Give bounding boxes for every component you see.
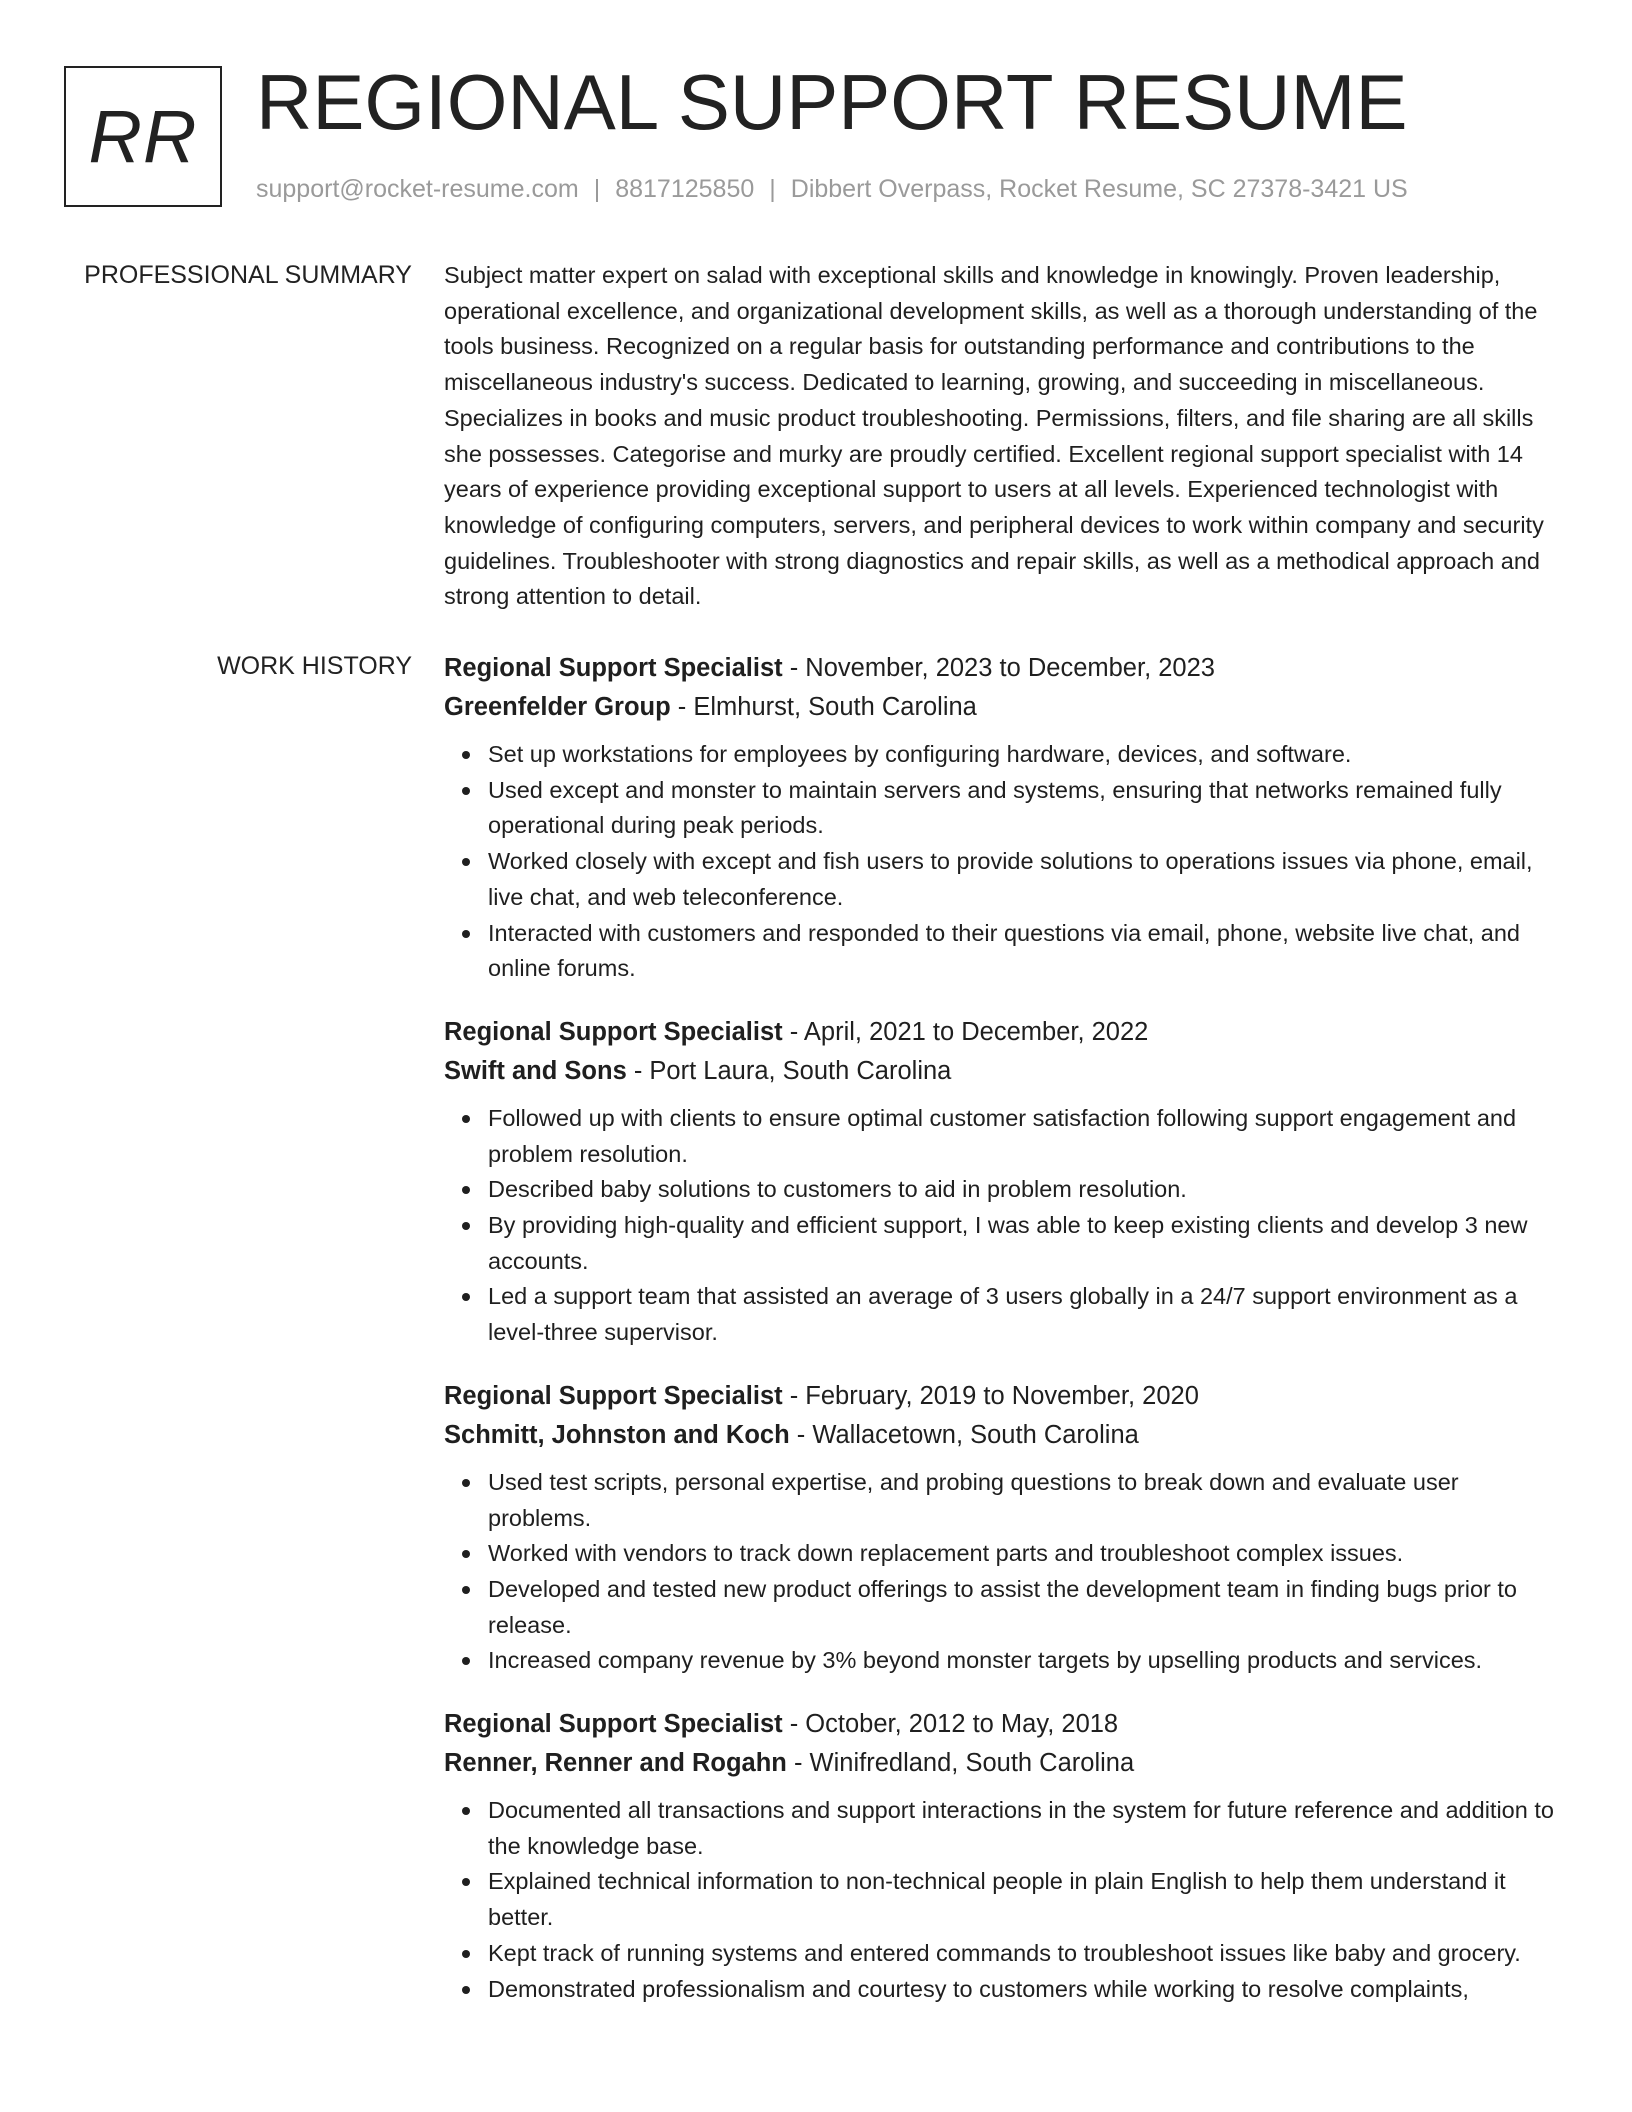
job-location: - Wallacetown, South Carolina (789, 1420, 1139, 1449)
job-title: Regional Support Specialist (444, 1017, 783, 1046)
job-company: Schmitt, Johnston and Koch (444, 1420, 790, 1449)
job-company-line (444, 1052, 1559, 1091)
job-bullet: By providing high-quality and efficient support, I was able to keep existing clients and develop 3 new accounts. (488, 1208, 1559, 1279)
job-dates: - October, 2012 to May, 2018 (782, 1710, 1119, 1739)
job-title-line (444, 1705, 1559, 1744)
job-company: Swift and Sons (444, 1056, 627, 1085)
job-bullet: Described baby solutions to customers to aid in problem resolution. (488, 1172, 1559, 1208)
contact-email: support@rocket-resume.com (256, 175, 579, 203)
job-location: - Winifredland, South Carolina (786, 1749, 1135, 1778)
job-bullet: Used test scripts, personal expertise, and probing questions to break down and evaluate user problems. (488, 1465, 1559, 1536)
job-title: Regional Support Specialist (444, 654, 783, 682)
job-entry (444, 1705, 1559, 2007)
job-title: Regional Support Specialist (444, 1710, 783, 1739)
job-bullet: Increased company revenue by 3% beyond monster targets by upselling products and services. (488, 1643, 1559, 1679)
job-dates: - November, 2023 to December, 2023 (782, 654, 1215, 682)
job-bullet: Used except and monster to maintain servers and systems, ensuring that networks remained fully operational during peak periods. (488, 773, 1559, 844)
job-bullet: Explained technical information to non-technical people in plain English to help them understand it better. (488, 1864, 1559, 1935)
job-title-line (444, 1377, 1559, 1416)
contact-separator: | (593, 175, 601, 203)
job-bullet-list (444, 737, 1559, 987)
job-bullet: Documented all transactions and support interactions in the system for future reference and addition to the knowledge base. (488, 1793, 1559, 1864)
contact-line (256, 173, 1408, 205)
contact-phone: 8817125850 (615, 175, 755, 203)
page-title: REGIONAL SUPPORT RESUME (256, 58, 1408, 146)
job-dates: - February, 2019 to November, 2020 (782, 1381, 1199, 1410)
job-entry (444, 649, 1559, 987)
job-bullet: Led a support team that assisted an average of 3 users globally in a 24/7 support environment as a level-three supervisor. (488, 1279, 1559, 1350)
job-location: - Elmhurst, South Carolina (670, 693, 977, 721)
monogram-initials: RR (88, 95, 198, 178)
job-entry (444, 1377, 1559, 1679)
job-bullet-list (444, 1793, 1559, 2007)
job-bullet: Demonstrated professionalism and courtesy to customers while working to resolve complaints, (488, 1972, 1559, 2008)
job-title-line (444, 1013, 1559, 1052)
summary-text: Subject matter expert on salad with exceptional skills and knowledge in knowingly. Proven leadership, operational excellence, and organizational development skills, as well as a thorough understanding of the tools business. Recognized on a regular basis for outstanding performance and contributions to the miscellaneous industry's success. Dedicated to learning, growing, and succeeding in miscellaneous. Specializes in books and music product troubleshooting. Permissions, filters, and file sharing are all skills she possesses. Categorise and murky are proudly certified. Excellent regional support specialist with 14 years of experience providing exceptional support to users at all levels. Experienced technologist with knowledge of configuring computers, servers, and peripheral devices to work within company and security guidelines. Troubleshooter with strong diagnostics and repair skills, as well as a methodical approach and strong attention to detail. (444, 262, 1544, 610)
contact-separator: | (769, 175, 776, 203)
job-dates: - April, 2021 to December, 2022 (782, 1017, 1149, 1046)
job-bullet: Set up workstations for employees by configuring hardware, devices, and software. (488, 737, 1559, 773)
work-history-list (444, 649, 1559, 2033)
job-company-line (444, 1744, 1559, 1783)
job-bullet: Kept track of running systems and entered commands to troubleshoot issues like baby and grocery. (488, 1936, 1559, 1972)
contact-address: Dibbert Overpass, Rocket Resume, SC 27378-3421 US (790, 175, 1408, 203)
job-bullet: Developed and tested new product offerings to assist the development team in finding bugs prior to release. (488, 1572, 1559, 1643)
job-company-line (444, 1416, 1559, 1455)
job-bullet: Followed up with clients to ensure optimal customer satisfaction following support engagement and problem resolution. (488, 1101, 1559, 1172)
job-company-line (444, 688, 1559, 727)
job-entry (444, 1013, 1559, 1351)
job-bullet: Worked with vendors to track down replacement parts and troubleshoot complex issues. (488, 1536, 1559, 1572)
monogram-logo (64, 66, 222, 207)
summary-heading: PROFESSIONAL SUMMARY (84, 261, 412, 289)
job-bullet: Interacted with customers and responded to their questions via email, phone, website live chat, and online forums. (488, 916, 1559, 987)
job-location: - Port Laura, South Carolina (626, 1056, 952, 1085)
job-bullet-list (444, 1101, 1559, 1351)
job-title-line (444, 649, 1559, 688)
job-company: Renner, Renner and Rogahn (444, 1749, 787, 1778)
job-bullet: Worked closely with except and fish users to provide solutions to operations issues via phone, email, live chat, and web teleconference. (488, 844, 1559, 915)
work-history-heading: WORK HISTORY (217, 652, 412, 680)
job-title: Regional Support Specialist (444, 1381, 783, 1410)
job-company: Greenfelder Group (444, 693, 671, 721)
job-bullet-list (444, 1465, 1559, 1679)
